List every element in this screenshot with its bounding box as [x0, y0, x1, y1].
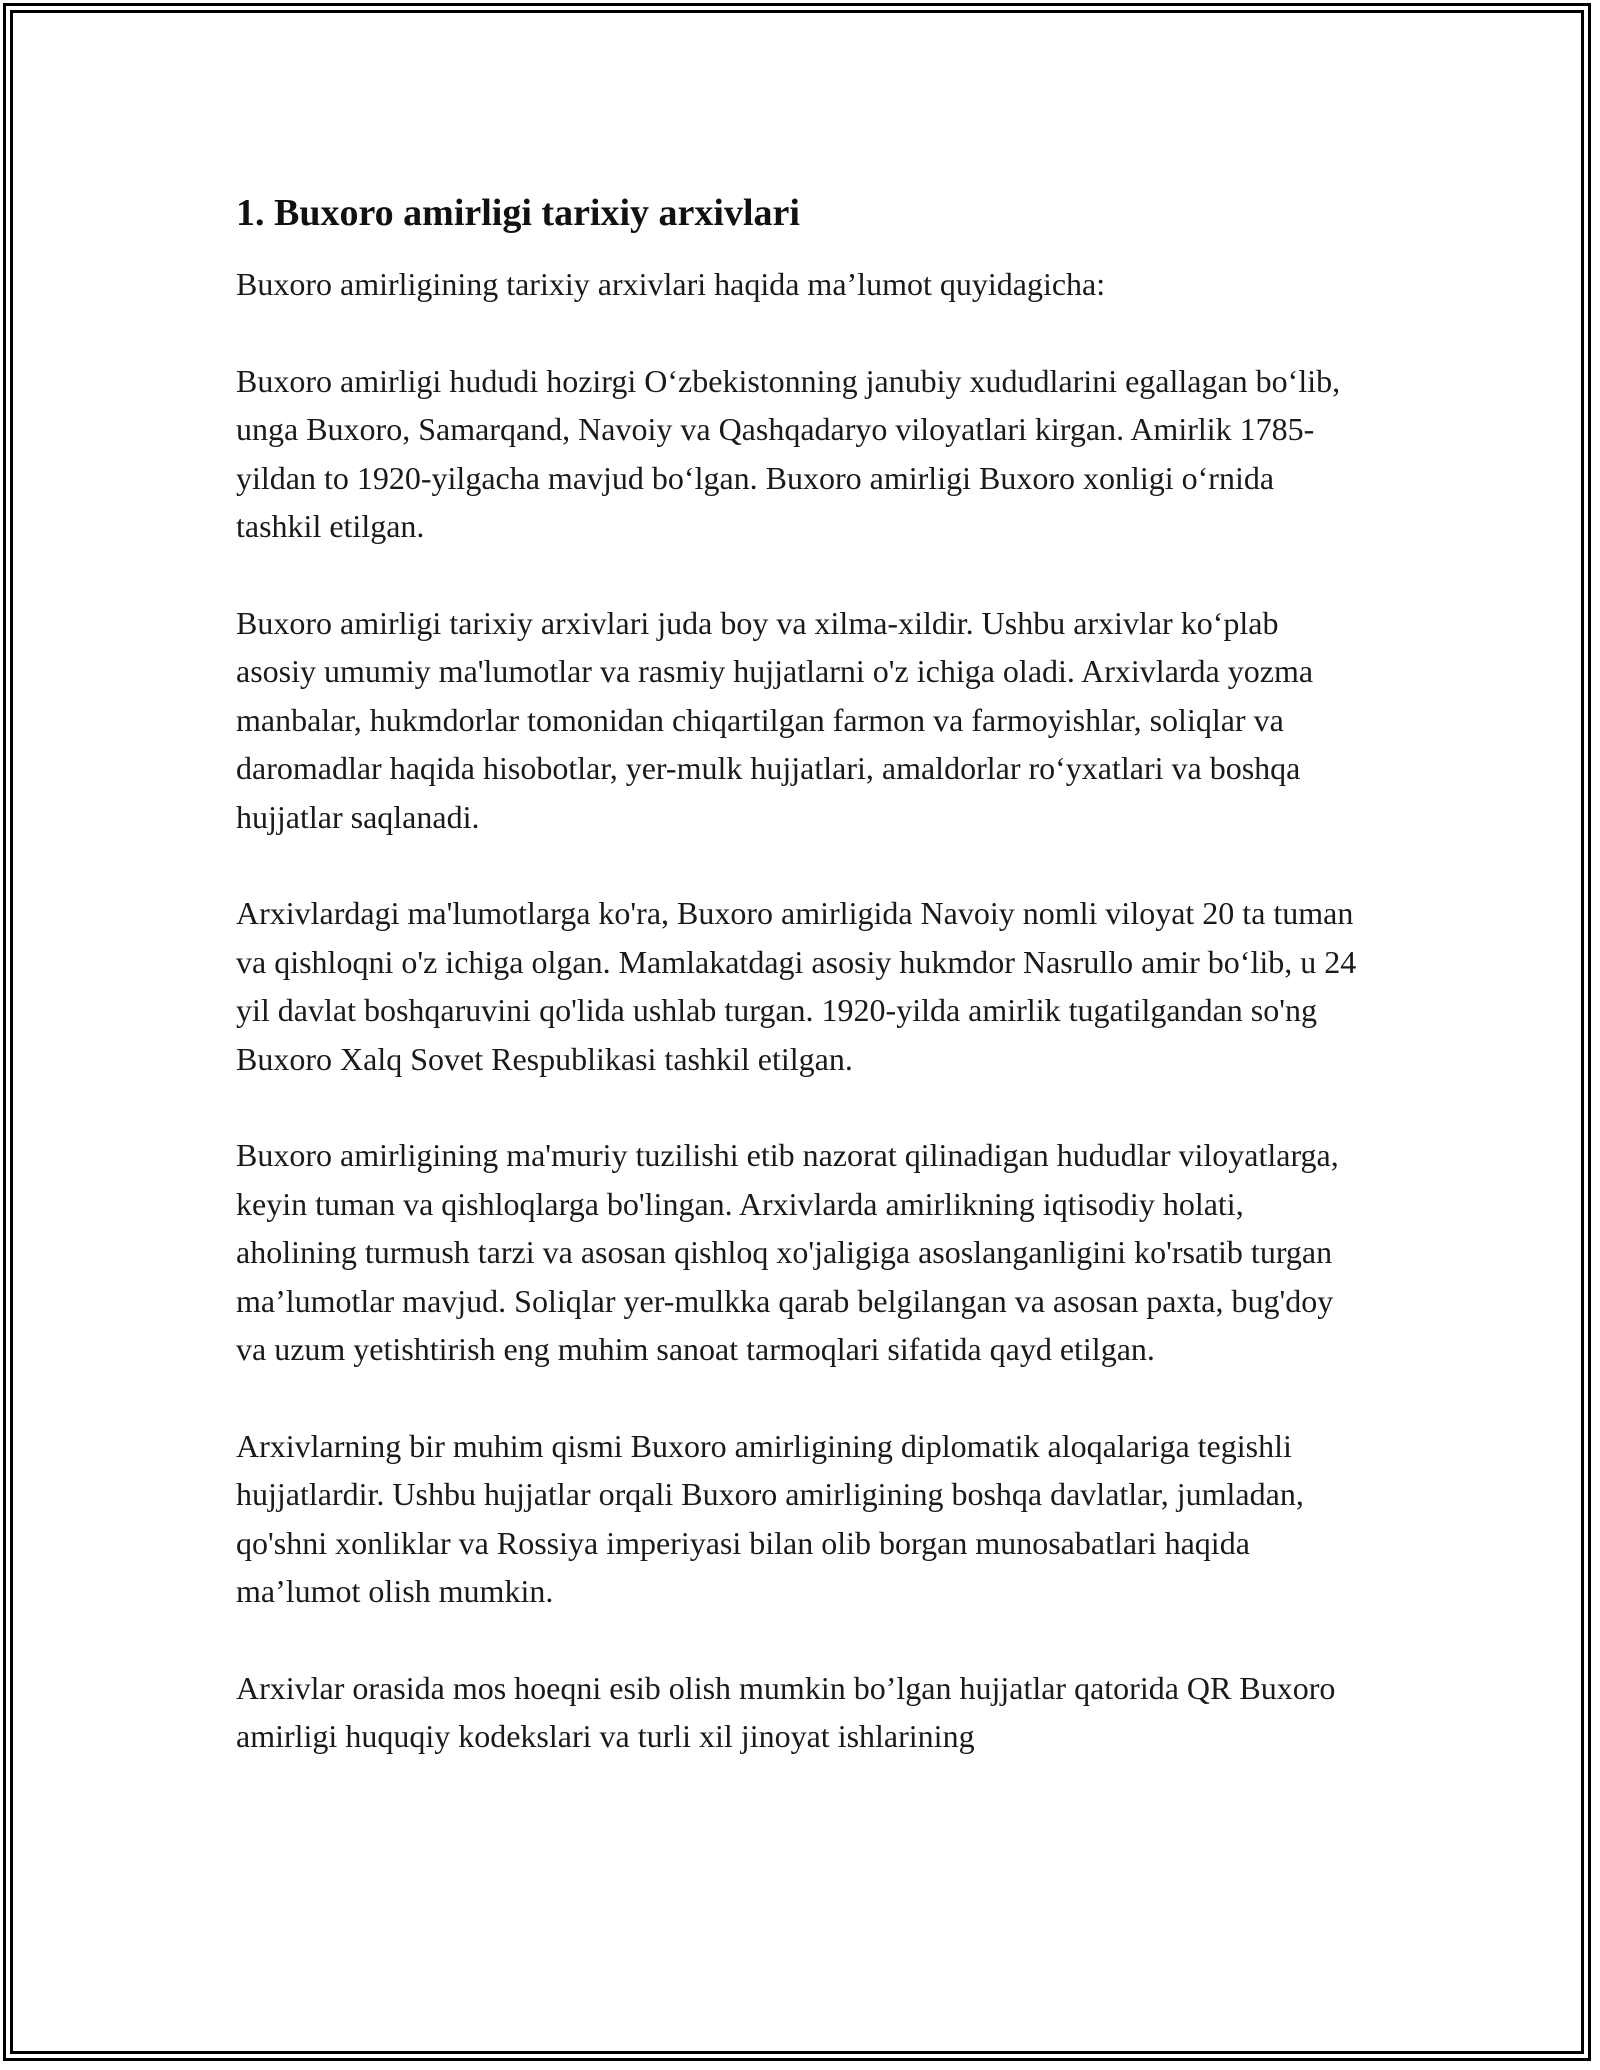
paragraph-navoiy: Arxivlardagi ma'lumotlarga ko'ra, Buxoro amirligida Navoiy nomli viloyat 20 ta tuman va qishloqni o'z ichiga olgan. Mamlakatdagi asosiy hukmdor Nasrullo amir bo‘lib, u 24 yil davlat boshqaruvini qo'lida ushlab turgan. 1920-yilda amirlik tugatilgandan so'ng Buxoro Xalq Sovet Respublikasi tashkil etilgan. [236, 895, 1357, 1077]
paragraph-legal: Arxivlar orasida mos hoeqni esib olish mumkin bo’lgan hujjatlar qatorida QR Buxoro amirligi huquqiy kodekslari va turli xil jinoyat ishlarining [236, 1669, 1336, 1754]
document-body [236, 188, 1366, 1809]
paragraph-archives: Buxoro amirligi tarixiy arxivlari juda boy va xilma-xildir. Ushbu arxivlar ko‘plab asosiy umumiy ma'lumotlar va rasmiy hujjatlarni o'z ichiga oladi. Arxivlarda yozma manbalar, hukmdorlar tomonidan chiqartilgan farmon va farmoyishlar, soliqlar va daromadlar haqida hisobotlar, yer-mulk hujjatlari, amaldorlar ro‘yxatlari va boshqa hujjatlar saqlanadi. [236, 604, 1314, 835]
paragraph-administration: Buxoro amirligining ma'muriy tuzilishi etib nazorat qilinadigan hududlar viloyatlarga, keyin tuman va qishloqlarga bo'lingan. Arxivlarda amirlikning iqtisodiy holati, aholining turmush tarzi va asosan qishloq xo'jaligiga asoslanganligini ko'rsatib turgan ma’lumotlar mavjud. Soliqlar yer-mulkka qarab belgilangan va asosan paxta, bug'doy va uzum yetishtirish eng muhim sanoat tarmoqlari sifatida qayd etilgan. [236, 1137, 1339, 1367]
paragraph-territory: Buxoro amirligi hududi hozirgi O‘zbekistonning janubiy xududlarini egallagan bo‘lib, unga Buxoro, Samarqand, Navoiy va Qashqadaryo viloyatlari kirgan. Amirlik 1785-yildan to 1920-yilgacha mavjud bo‘lgan. Buxoro amirligi Buxoro xonligi o‘rnida tashkil etilgan. [236, 362, 1341, 544]
paragraph-intro: Buxoro amirligining tarixiy arxivlari haqida ma’lumot quyidagicha: [236, 266, 1106, 302]
document-heading: 1. Buxoro amirligi tarixiy arxivlari [236, 192, 800, 234]
paragraph-diplomacy: Arxivlarning bir muhim qismi Buxoro amirligining diplomatik aloqalariga tegishli hujjatlardir. Ushbu hujjatlar orqali Buxoro amirligining boshqa davlatlar, jumladan, qo'shni xonliklar va Rossiya imperiyasi bilan olib borgan munosabatlari haqida ma’lumot olish mumkin. [236, 1427, 1304, 1609]
